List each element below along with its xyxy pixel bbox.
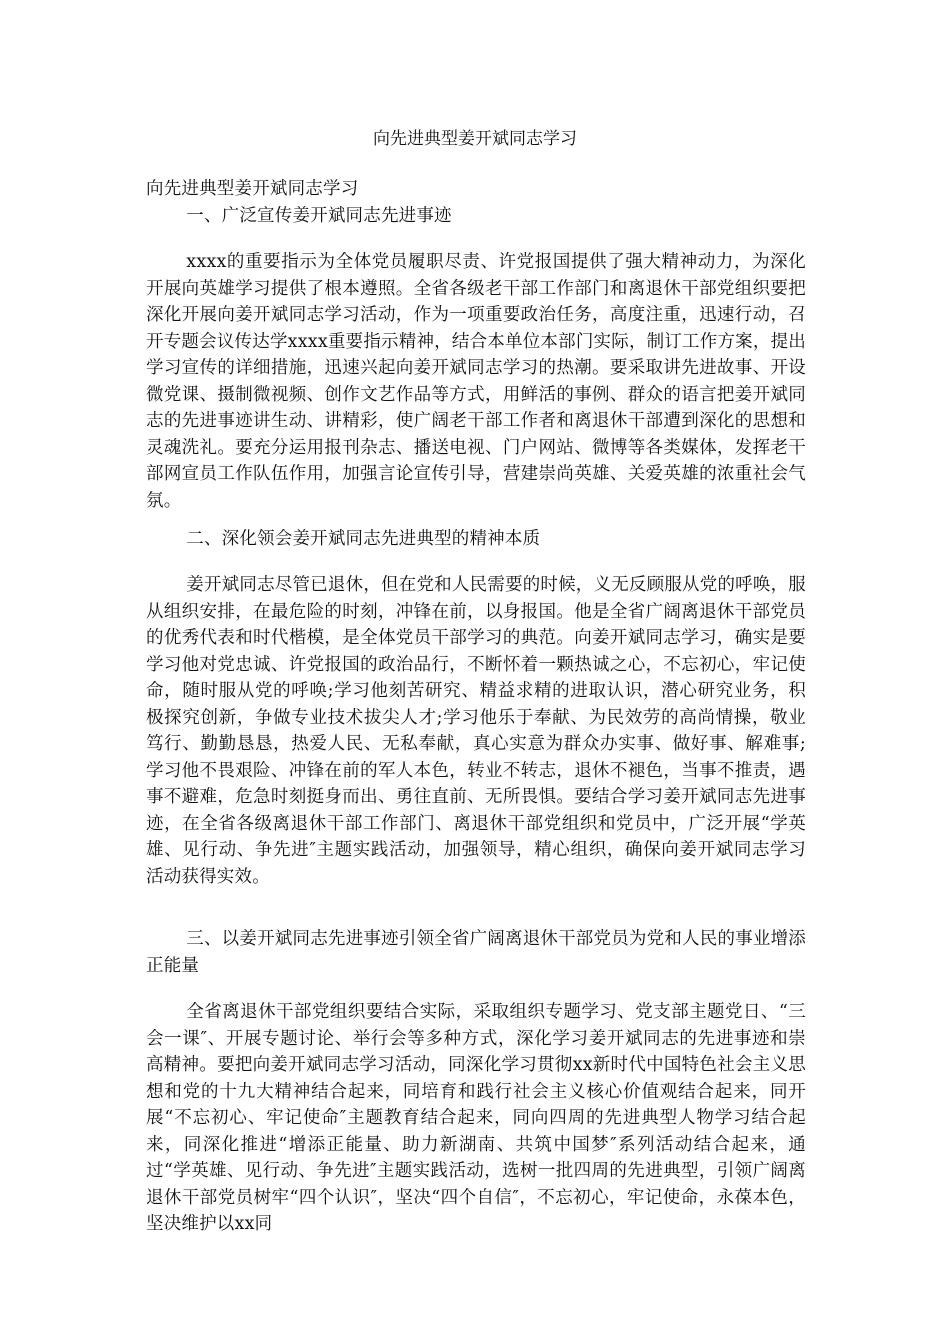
document-subtitle: 向先进典型姜开斌同志学习 [146,179,359,199]
section-2-body: 姜开斌同志尽管已退休，但在党和人民需要的时候，义无反顾服从党的呼唤，服从组织安排，在最危险的时刻，冲锋在前，以身报国。他是全省广阔离退休干部党员的优秀代表和时代楷模，是全体党员干部学习的典范。向姜开斌同志学习，确实是要学习他对党忠诚、许党报国的政治品行，不断怀着一颗热诚之心，不忘初心，牢记使命，随时服从党的呼唤;学习他刻苦研究、精益求精的进取认识，潜心研究业务，积极探究创新，争做专业技术拔尖人才;学习他乐于奉献、为民效劳的高尚情操，敬业笃行、勤勤恳恳，热爱人民、无私奉献，真心实意为群众办实事、做好事、解难事;学习他不畏艰险、冲锋在前的军人本色，转业不转志，退休不褪色，当事不推责，遇事不避难，危急时刻挺身而出、勇往直前、无所畏惧。要结合学习姜开斌同志先进事迹，在全省各级离退休干部工作部门、离退休干部党组织和党员中，广泛开展“学英雄、见行动、争先进″主题实践活动，加强领导，精心组织，确保向姜开斌同志学习活动获得实效。 [146,575,806,887]
section-3-heading: 三、以姜开斌同志先进事迹引领全省广阔离退休干部党员为党和人民的事业增添正能量 [146,929,806,976]
section-1-paragraph [146,249,806,514]
section-3-heading-block [146,926,806,979]
page-title: 向先进典型姜开斌同志学习 [373,129,577,149]
section-3-paragraph [146,999,806,1238]
section-2-heading: 二、深化领会姜开斌同志先进典型的精神本质 [186,529,541,549]
section-1-body: xxxx的重要指示为全体党员履职尽责、许党报国提供了强大精神动力，为深化开展向英雄学习提供了根本遵照。全省各级老干部工作部门和离退休干部党组织要把深化开展向姜开斌同志学习活动，作为一项重要政治任务，高度注重，迅速行动，召开专题会议传达学xxxx重要指示精神，结合本单位本部门实际，制订工作方案，提出学习宣传的详细措施，迅速兴起向姜开斌同志学习的热潮。要采取讲先进故事、开设微党课、摄制微视频、创作文艺作品等方式，用鲜活的事例、群众的语言把姜开斌同志的先进事迹讲生动、讲精彩，使广阔老干部工作者和离退休干部遭到深化的思想和灵魂洗礼。要充分运用报刊杂志、播送电视、门户网站、微博等各类媒体，发挥老干部网宣员工作队伍作用，加强言论宣传引导，营建崇尚英雄、关爱英雄的浓重社会气氛。 [146,252,806,511]
section-1-heading: 一、广泛宣传姜开斌同志先进事迹 [186,206,452,226]
section-3-body: 全省离退休干部党组织要结合实际，采取组织专题学习、党支部主题党日、“三会一课″、开展专题讨论、举行会等多种方式，深化学习姜开斌同志的先进事迹和崇高精神。要把向姜开斌同志学习活动，同深化学习贯彻xx新时代中国特色社会主义思想和党的十九大精神结合起来，同培育和践行社会主义核心价值观结合起来，同开展“不忘初心、牢记使命″主题教育结合起来，同向四周的先进典型人物学习结合起来，同深化推进“增添正能量、助力新湖南、共筑中国梦″系列活动结合起来，通过“学英雄、见行动、争先进″主题实践活动，选树一批四周的先进典型，引领广阔离退休干部党员树牢“四个认识″，坚决“四个自信″，不忘初心，牢记使命，永葆本色，坚决维护以xx同 [146,1002,806,1234]
section-2-paragraph [146,572,806,890]
